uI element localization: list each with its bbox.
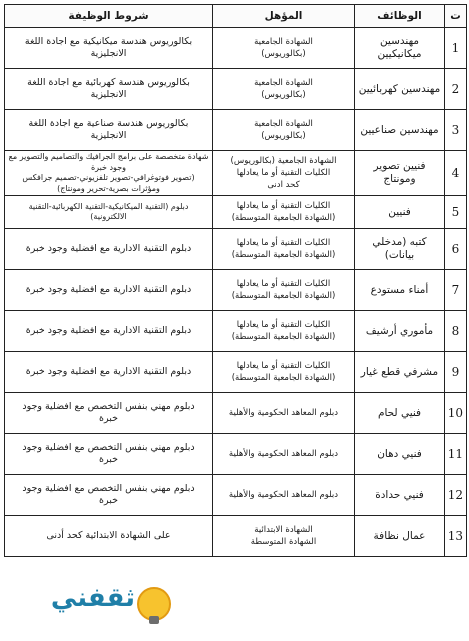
row-number: 4 — [445, 151, 467, 196]
job-conditions-line: الانجليزية — [90, 89, 127, 100]
job-conditions-line: شهادة متخصصة على برامج الجرافيك والتصاميم والتصوير مع وجود خبرة — [8, 152, 209, 172]
table-row — [5, 196, 467, 229]
qualification-line: دبلوم المعاهد الحكومية والأهلية — [228, 408, 339, 418]
row-number: 8 — [445, 311, 467, 352]
qualification-line: (الشهادة الجامعية المتوسطة) — [231, 213, 336, 223]
job-conditions-line: الانجليزية — [90, 48, 127, 59]
job-conditions-line: على الشهادة الابتدائية كحد أدنى — [46, 529, 171, 541]
row-number: 2 — [445, 69, 467, 110]
qualification-line: (الشهادة الجامعية المتوسطة) — [231, 373, 336, 383]
qualification-line: (الشهادة الجامعية المتوسطة) — [231, 291, 336, 301]
job-conditions — [5, 311, 213, 352]
table-body — [5, 28, 467, 557]
qualification-line: كحد ادنى — [267, 180, 300, 190]
watermark-text: ثقفني — [50, 583, 135, 613]
job-title — [355, 110, 445, 151]
job-conditions — [5, 475, 213, 516]
job-title-line: كتبه (مدخلي بيانات) — [372, 236, 427, 261]
job-title-line: أمناء مستودع — [370, 283, 429, 296]
qualification — [213, 196, 355, 229]
job-title-line: فنيي حدادة — [375, 488, 424, 501]
qualification — [213, 28, 355, 69]
table-row — [5, 28, 467, 69]
job-title — [355, 516, 445, 557]
table-header-row — [5, 5, 467, 28]
header-conditions: شروط الوظيفة — [5, 5, 213, 28]
job-conditions — [5, 229, 213, 270]
qualification — [213, 311, 355, 352]
row-number: 12 — [445, 475, 467, 516]
qualification — [213, 270, 355, 311]
qualification-line: الكليات التقنية أو ما يعادلها — [236, 168, 331, 178]
row-number: 5 — [445, 196, 467, 229]
table-row — [5, 311, 467, 352]
qualification-line: الكليات التقنية أو ما يعادلها — [236, 201, 331, 211]
job-conditions-line: الالكترونية) — [90, 212, 127, 221]
job-title — [355, 434, 445, 475]
qualification — [213, 151, 355, 196]
qualification-line: الكليات التقنية أو ما يعادلها — [236, 320, 331, 330]
job-conditions-line: بكالوريوس هندسة صناعية مع اجادة اللغة — [28, 117, 189, 129]
job-conditions-line: دبلوم (التقنية الميكانيكية-التقنية الكهربائية-التقنية — [28, 201, 189, 211]
job-title — [355, 229, 445, 270]
site-watermark — [33, 581, 171, 635]
job-title — [355, 196, 445, 229]
qualification-line: (الشهادة الجامعية المتوسطة) — [231, 332, 336, 342]
job-conditions-line: دبلوم التقنية الادارية مع افضلية وجود خبرة — [25, 283, 192, 295]
table-row — [5, 393, 467, 434]
qualification-line: دبلوم المعاهد الحكومية والأهلية — [228, 490, 339, 500]
job-title — [355, 311, 445, 352]
job-title-line: فنيي لحام — [377, 406, 422, 419]
job-title — [355, 270, 445, 311]
job-title-line: مهندسين صناعيين — [360, 123, 439, 136]
qualification-line: الشهادة المتوسطة — [250, 537, 317, 547]
row-number: 1 — [445, 28, 467, 69]
job-title-line: مهندسين كهربائيين — [358, 82, 441, 95]
qualification-line: الشهادة الابتدائية — [254, 525, 313, 535]
job-conditions — [5, 434, 213, 475]
job-title-line: عمال نظافة — [373, 529, 426, 542]
job-title — [355, 475, 445, 516]
qualification-line: الشهادة الجامعية — [254, 78, 313, 88]
qualification-line: (بكالوريوس) — [261, 90, 306, 100]
qualification-line: الشهادة الجامعية — [254, 119, 313, 129]
qualification-line: دبلوم المعاهد الحكومية والأهلية — [228, 449, 339, 459]
row-number: 11 — [445, 434, 467, 475]
job-conditions — [5, 69, 213, 110]
qualification-line: الكليات التقنية أو ما يعادلها — [236, 279, 331, 289]
job-conditions-line: دبلوم مهني بنفس التخصص مع افضلية وجود — [22, 400, 195, 412]
job-conditions-line: بكالوريوس هندسة ميكانيكية مع اجادة اللغة — [24, 35, 193, 47]
job-conditions-line: دبلوم التقنية الادارية مع افضلية وجود خبرة — [25, 324, 192, 336]
job-title — [355, 352, 445, 393]
lightbulb-icon — [137, 587, 171, 621]
header-job: الوظائف — [355, 5, 445, 28]
job-conditions-line: خبرة — [99, 495, 118, 506]
job-conditions-line: خبرة — [99, 413, 118, 424]
qualification — [213, 434, 355, 475]
table-row — [5, 516, 467, 557]
table-row — [5, 229, 467, 270]
qualification-line: (بكالوريوس) — [261, 49, 306, 59]
qualification — [213, 69, 355, 110]
qualification — [213, 229, 355, 270]
job-conditions — [5, 28, 213, 69]
job-conditions — [5, 393, 213, 434]
job-title-line: فنيين تصوير — [373, 160, 426, 172]
table-row — [5, 434, 467, 475]
row-number: 6 — [445, 229, 467, 270]
qualification — [213, 516, 355, 557]
header-number: ت — [445, 5, 467, 28]
job-conditions-line: خبرة — [99, 454, 118, 465]
table-row — [5, 151, 467, 196]
jobs-table — [4, 4, 467, 557]
job-conditions — [5, 151, 213, 196]
job-title — [355, 69, 445, 110]
job-conditions — [5, 352, 213, 393]
row-number: 7 — [445, 270, 467, 311]
job-conditions — [5, 110, 213, 151]
qualification-line: (بكالوريوس) — [261, 131, 306, 141]
job-conditions-line: دبلوم التقنية الادارية مع افضلية وجود خبرة — [25, 242, 192, 254]
row-number: 13 — [445, 516, 467, 557]
table-row — [5, 110, 467, 151]
job-conditions-line: دبلوم التقنية الادارية مع افضلية وجود خبرة — [25, 365, 192, 377]
qualification — [213, 352, 355, 393]
job-conditions-line: دبلوم مهني بنفس التخصص مع افضلية وجود — [22, 482, 195, 494]
job-conditions-line: (تصوير فوتوغرافي-تصوير تلفزيوني-تصميم جرافكس ومؤثرات بصرية-تحرير ومونتاج) — [22, 173, 195, 193]
job-conditions-line: دبلوم مهني بنفس التخصص مع افضلية وجود — [22, 441, 195, 453]
qualification — [213, 475, 355, 516]
row-number: 9 — [445, 352, 467, 393]
job-title — [355, 393, 445, 434]
job-conditions-line: بكالوريوس هندسة كهربائية مع اجادة اللغة — [27, 76, 190, 88]
job-conditions-line: الانجليزية — [90, 130, 127, 141]
table-row — [5, 352, 467, 393]
job-title-line: ومونتاج — [383, 173, 416, 185]
job-title-line: مشرفي قطع غيار — [360, 365, 439, 378]
job-title-line: مهندسين ميكانيكيين — [377, 35, 422, 60]
job-title-line: مأموري أرشيف — [365, 324, 434, 337]
job-title — [355, 28, 445, 69]
row-number: 3 — [445, 110, 467, 151]
qualification — [213, 110, 355, 151]
qualification-line: الشهادة الجامعية (بكالوريوس) — [230, 156, 337, 166]
job-title — [355, 151, 445, 196]
qualification-line: (الشهادة الجامعية المتوسطة) — [231, 250, 336, 260]
job-title-line: فنيين — [388, 205, 411, 218]
job-conditions — [5, 196, 213, 229]
qualification-line: الكليات التقنية أو ما يعادلها — [236, 361, 331, 371]
qualification — [213, 393, 355, 434]
table-row — [5, 270, 467, 311]
job-title-line: فنيي دهان — [377, 447, 422, 460]
job-conditions — [5, 270, 213, 311]
qualification-line: الكليات التقنية أو ما يعادلها — [236, 238, 331, 248]
row-number: 10 — [445, 393, 467, 434]
qualification-line: الشهادة الجامعية — [254, 37, 313, 47]
header-qualification: المؤهل — [213, 5, 355, 28]
table-row — [5, 475, 467, 516]
job-conditions — [5, 516, 213, 557]
table-row — [5, 69, 467, 110]
